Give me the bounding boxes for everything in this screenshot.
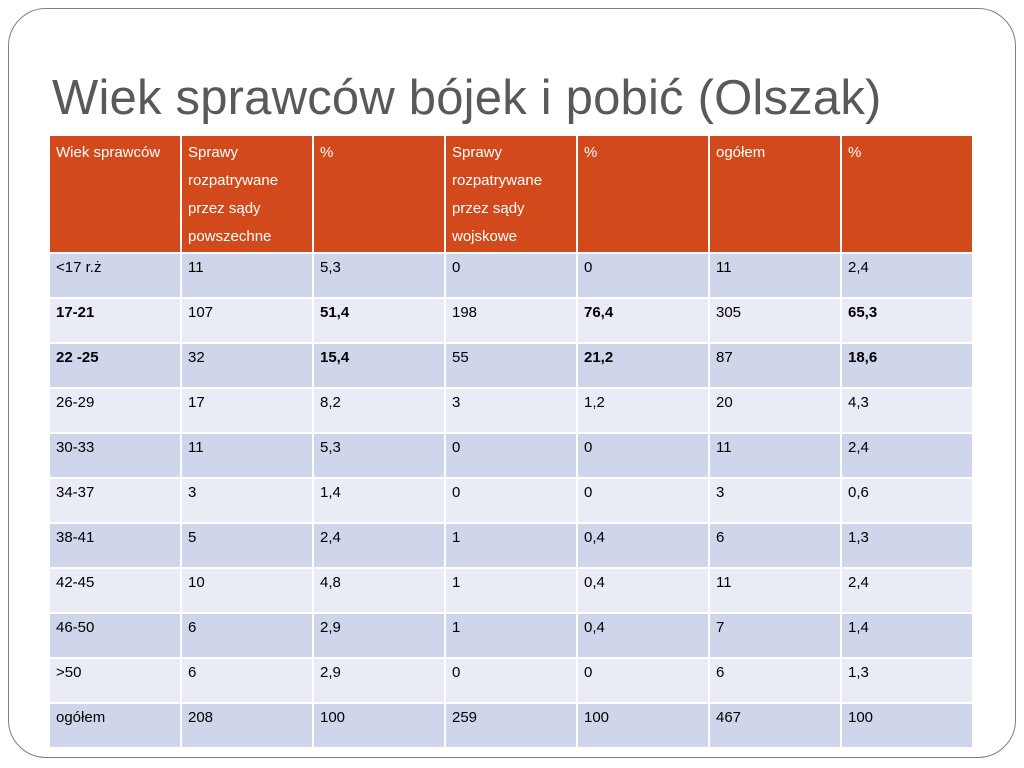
age-cell: 26-29 <box>49 388 181 433</box>
value-cell: 5 <box>181 523 313 568</box>
value-cell: 1 <box>445 523 577 568</box>
table-row <box>49 298 973 343</box>
value-cell: 3 <box>445 388 577 433</box>
value-cell: 2,4 <box>313 523 445 568</box>
value-cell: 8,2 <box>313 388 445 433</box>
value-cell: 65,3 <box>841 298 973 343</box>
header-sprawy-powszechne: Sprawy rozpatrywane przez sądy powszechne <box>181 135 313 253</box>
value-cell: 0,6 <box>841 478 973 523</box>
header-wiek-sprawcow: Wiek sprawców <box>49 135 181 253</box>
value-cell: 55 <box>445 343 577 388</box>
value-cell: 1 <box>445 568 577 613</box>
age-cell: 42-45 <box>49 568 181 613</box>
value-cell: 1 <box>445 613 577 658</box>
value-cell: 0 <box>445 658 577 703</box>
value-cell: 10 <box>181 568 313 613</box>
header-percent-wojskowe: % <box>577 135 709 253</box>
value-cell: 208 <box>181 703 313 748</box>
value-cell: 21,2 <box>577 343 709 388</box>
header-percent-ogolem: % <box>841 135 973 253</box>
table-row <box>49 613 973 658</box>
value-cell: 3 <box>181 478 313 523</box>
value-cell: 11 <box>181 433 313 478</box>
data-table <box>48 134 974 749</box>
value-cell: 1,2 <box>577 388 709 433</box>
value-cell: 1,3 <box>841 658 973 703</box>
header-ogolem: ogółem <box>709 135 841 253</box>
value-cell: 100 <box>577 703 709 748</box>
value-cell: 17 <box>181 388 313 433</box>
value-cell: 0,4 <box>577 613 709 658</box>
value-cell: 4,8 <box>313 568 445 613</box>
value-cell: 0 <box>445 253 577 298</box>
value-cell: 467 <box>709 703 841 748</box>
value-cell: 0 <box>445 478 577 523</box>
age-cell: 17-21 <box>49 298 181 343</box>
table-row <box>49 388 973 433</box>
value-cell: 5,3 <box>313 433 445 478</box>
value-cell: 0 <box>577 433 709 478</box>
value-cell: 0,4 <box>577 523 709 568</box>
value-cell: 0 <box>577 253 709 298</box>
table-header-row <box>49 135 973 253</box>
value-cell: 11 <box>709 253 841 298</box>
age-cell: ogółem <box>49 703 181 748</box>
value-cell: 11 <box>709 433 841 478</box>
value-cell: 87 <box>709 343 841 388</box>
value-cell: 6 <box>709 658 841 703</box>
age-cell: >50 <box>49 658 181 703</box>
value-cell: 2,4 <box>841 568 973 613</box>
slide-title: Wiek sprawców bójek i pobić (Olszak) <box>52 71 882 125</box>
value-cell: 1,4 <box>841 613 973 658</box>
table-row <box>49 568 973 613</box>
table-row <box>49 433 973 478</box>
age-cell: 22 -25 <box>49 343 181 388</box>
value-cell: 1,3 <box>841 523 973 568</box>
table-row <box>49 343 973 388</box>
value-cell: 100 <box>313 703 445 748</box>
table-row <box>49 658 973 703</box>
value-cell: 2,9 <box>313 658 445 703</box>
value-cell: 6 <box>181 658 313 703</box>
value-cell: 51,4 <box>313 298 445 343</box>
value-cell: 76,4 <box>577 298 709 343</box>
value-cell: 0 <box>577 658 709 703</box>
value-cell: 18,6 <box>841 343 973 388</box>
age-cell: 46-50 <box>49 613 181 658</box>
header-percent-powszechne: % <box>313 135 445 253</box>
value-cell: 5,3 <box>313 253 445 298</box>
value-cell: 0,4 <box>577 568 709 613</box>
value-cell: 32 <box>181 343 313 388</box>
header-sprawy-wojskowe: Sprawy rozpatrywane przez sądy wojskowe <box>445 135 577 253</box>
value-cell: 6 <box>181 613 313 658</box>
value-cell: 3 <box>709 478 841 523</box>
value-cell: 11 <box>709 568 841 613</box>
value-cell: 0 <box>445 433 577 478</box>
value-cell: 1,4 <box>313 478 445 523</box>
age-cell: <17 r.ż <box>49 253 181 298</box>
age-cell: 38-41 <box>49 523 181 568</box>
value-cell: 100 <box>841 703 973 748</box>
value-cell: 305 <box>709 298 841 343</box>
value-cell: 4,3 <box>841 388 973 433</box>
value-cell: 7 <box>709 613 841 658</box>
value-cell: 198 <box>445 298 577 343</box>
table-row <box>49 253 973 298</box>
table-row <box>49 478 973 523</box>
table-row-total <box>49 703 973 748</box>
value-cell: 20 <box>709 388 841 433</box>
value-cell: 6 <box>709 523 841 568</box>
value-cell: 259 <box>445 703 577 748</box>
value-cell: 107 <box>181 298 313 343</box>
table-row <box>49 523 973 568</box>
age-cell: 34-37 <box>49 478 181 523</box>
age-cell: 30-33 <box>49 433 181 478</box>
value-cell: 0 <box>577 478 709 523</box>
value-cell: 2,4 <box>841 433 973 478</box>
value-cell: 2,9 <box>313 613 445 658</box>
value-cell: 2,4 <box>841 253 973 298</box>
value-cell: 15,4 <box>313 343 445 388</box>
value-cell: 11 <box>181 253 313 298</box>
